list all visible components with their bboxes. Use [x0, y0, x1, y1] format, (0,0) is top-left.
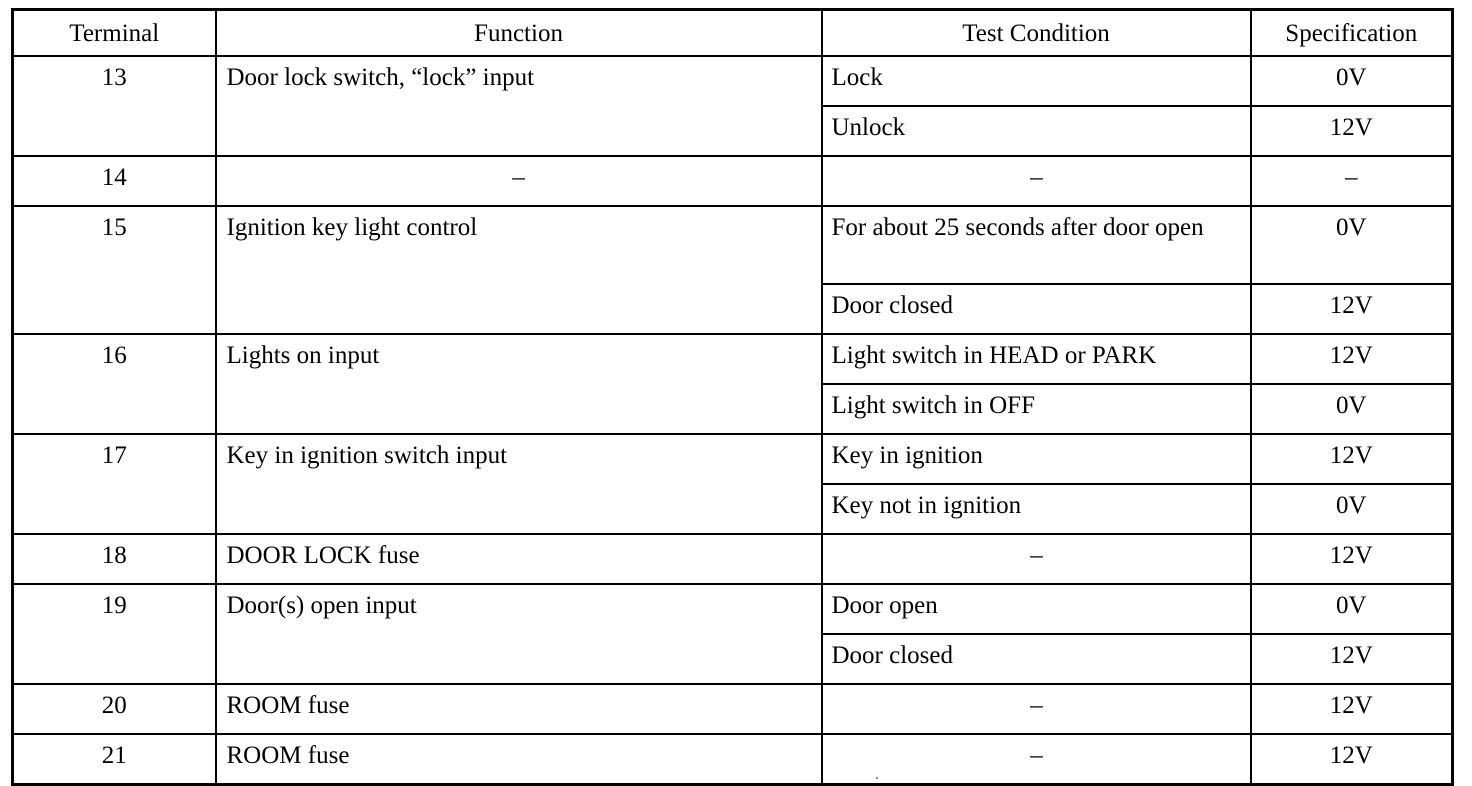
- function-cell: Door lock switch, “lock” input: [216, 56, 822, 156]
- spec-cell: 0V: [1251, 384, 1453, 434]
- spec-cell: 12V: [1251, 634, 1453, 684]
- condition-cell: –: [822, 734, 1251, 785]
- header-specification: Specification: [1251, 10, 1453, 57]
- header-test-condition: Test Condition: [822, 10, 1251, 57]
- condition-cell: Unlock: [822, 106, 1251, 156]
- condition-cell: Door open: [822, 584, 1251, 634]
- terminal-cell: 16: [13, 334, 216, 434]
- table-row: [13, 56, 1453, 106]
- table-row: [13, 734, 1453, 785]
- spec-cell: 12V: [1251, 434, 1453, 484]
- spec-cell: 12V: [1251, 684, 1453, 734]
- terminal-cell: 20: [13, 684, 216, 734]
- terminal-cell: 13: [13, 56, 216, 156]
- condition-cell: For about 25 seconds after door open: [822, 206, 1251, 284]
- function-cell: –: [216, 156, 822, 206]
- table-row: [13, 534, 1453, 584]
- condition-cell: –: [822, 684, 1251, 734]
- condition-cell: Door closed: [822, 634, 1251, 684]
- header-terminal: Terminal: [13, 10, 216, 57]
- function-cell: Door(s) open input: [216, 584, 822, 684]
- table-row: [13, 334, 1453, 384]
- spec-cell: 12V: [1251, 334, 1453, 384]
- table-row: [13, 434, 1453, 484]
- table-row: [13, 156, 1453, 206]
- condition-cell: Door closed: [822, 284, 1251, 334]
- function-cell: DOOR LOCK fuse: [216, 534, 822, 584]
- terminal-cell: 15: [13, 206, 216, 334]
- spec-cell: 0V: [1251, 484, 1453, 534]
- scan-speck: [876, 777, 878, 779]
- terminal-cell: 21: [13, 734, 216, 785]
- terminal-cell: 18: [13, 534, 216, 584]
- spec-cell: 0V: [1251, 56, 1453, 106]
- condition-cell: Light switch in OFF: [822, 384, 1251, 434]
- spec-cell: 0V: [1251, 584, 1453, 634]
- spec-cell: 0V: [1251, 206, 1453, 284]
- condition-cell: Key in ignition: [822, 434, 1251, 484]
- function-cell: ROOM fuse: [216, 684, 822, 734]
- header-row: [13, 10, 1453, 57]
- spec-cell: 12V: [1251, 284, 1453, 334]
- table-row: [13, 206, 1453, 284]
- terminal-cell: 19: [13, 584, 216, 684]
- condition-cell: Light switch in HEAD or PARK: [822, 334, 1251, 384]
- function-cell: Lights on input: [216, 334, 822, 434]
- spec-cell: –: [1251, 156, 1453, 206]
- condition-cell: –: [822, 534, 1251, 584]
- function-cell: Key in ignition switch input: [216, 434, 822, 534]
- condition-cell: –: [822, 156, 1251, 206]
- table-row: [13, 684, 1453, 734]
- function-cell: ROOM fuse: [216, 734, 822, 785]
- function-cell: Ignition key light control: [216, 206, 822, 334]
- spec-cell: 12V: [1251, 106, 1453, 156]
- header-function: Function: [216, 10, 822, 57]
- table-row: [13, 584, 1453, 634]
- terminal-spec-table: [11, 8, 1454, 786]
- terminal-cell: 14: [13, 156, 216, 206]
- condition-cell: Lock: [822, 56, 1251, 106]
- spec-cell: 12V: [1251, 534, 1453, 584]
- condition-cell: Key not in ignition: [822, 484, 1251, 534]
- spec-cell: 12V: [1251, 734, 1453, 785]
- terminal-cell: 17: [13, 434, 216, 534]
